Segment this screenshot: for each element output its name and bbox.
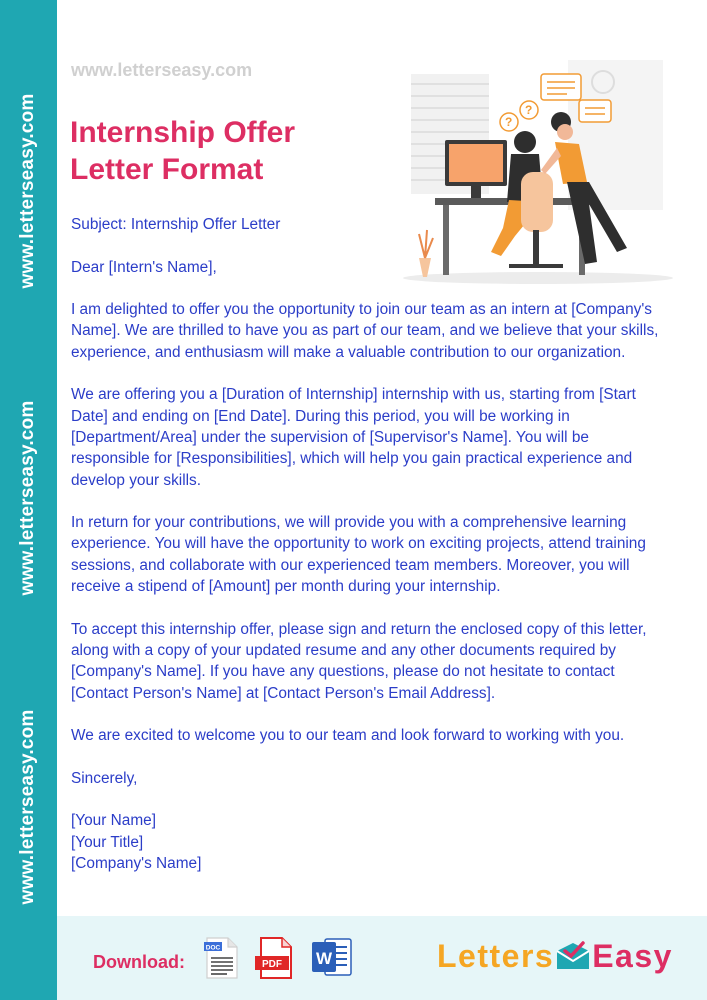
page-title: Internship Offer Letter Format bbox=[70, 116, 296, 186]
brand-part-letters: Letters bbox=[437, 938, 555, 974]
brand-logo bbox=[437, 938, 697, 978]
letter-paragraph: I am delighted to offer you the opportunity to join our team as an intern at [Company's Name]. We are thrilled to have you as part of our team, and we believe that your skills, experience, and enthusiasm will make a valuable contribution to our organization. bbox=[71, 301, 659, 361]
signature-company: [Company's Name] bbox=[71, 854, 202, 872]
doc-download-icon[interactable] bbox=[204, 936, 240, 980]
signature-name: [Your Name] bbox=[71, 812, 156, 830]
letter-paragraph: In return for your contributions, we will provide you with a comprehensive learning experience. You will have the opportunity to work on exciting projects, attend training sessions, and collaborate with our experienced team members. Moreover, you will receive a stipend of [Amount] per month during your internship. bbox=[71, 514, 646, 596]
word-icon-label: W bbox=[315, 949, 333, 968]
signature-title: [Your Title] bbox=[71, 833, 144, 851]
brand-part-easy: Easy bbox=[592, 938, 673, 974]
letter-paragraph: We are offering you a [Duration of Internship] internship with us, starting from [Start Date] and ending on [End Date]. During this period, you will be working in [Department/Area] under the supervision of [Supervisor's Name]. You will be responsible for [Responsibilities], which will help you gain practical experience and develop your skills. bbox=[71, 386, 636, 489]
envelope-check-icon bbox=[555, 941, 591, 971]
pdf-icon-label: PDF bbox=[262, 959, 282, 970]
download-label: Download: bbox=[93, 952, 185, 972]
pdf-download-icon[interactable] bbox=[255, 936, 295, 980]
site-url: www.letterseasy.com bbox=[71, 60, 253, 80]
letter-body bbox=[71, 214, 661, 874]
svg-text:?: ? bbox=[505, 115, 513, 129]
letter-salutation: Dear [Intern's Name], bbox=[71, 258, 217, 276]
sidebar: www.letterseasy.com www.letterseasy.com www.letterseasy.com bbox=[0, 0, 57, 1000]
letter-subject: Subject: Internship Offer Letter bbox=[71, 216, 281, 233]
letter-paragraph: We are excited to welcome you to our team and look forward to working with you. bbox=[71, 727, 625, 745]
download-footer bbox=[57, 916, 707, 1000]
letter-closing: Sincerely, bbox=[71, 769, 138, 787]
letter-paragraph: To accept this internship offer, please sign and return the enclosed copy of this letter, along with a copy of your updated resume and any other documents required by [Company's Name]. If you have any questions, please do not hesitate to contact [Contact Person's Name] at [Contact Person's Email Address]. bbox=[71, 620, 647, 702]
doc-icon-label: DOC bbox=[205, 944, 221, 952]
svg-text:?: ? bbox=[525, 103, 533, 117]
word-download-icon[interactable] bbox=[311, 936, 353, 978]
